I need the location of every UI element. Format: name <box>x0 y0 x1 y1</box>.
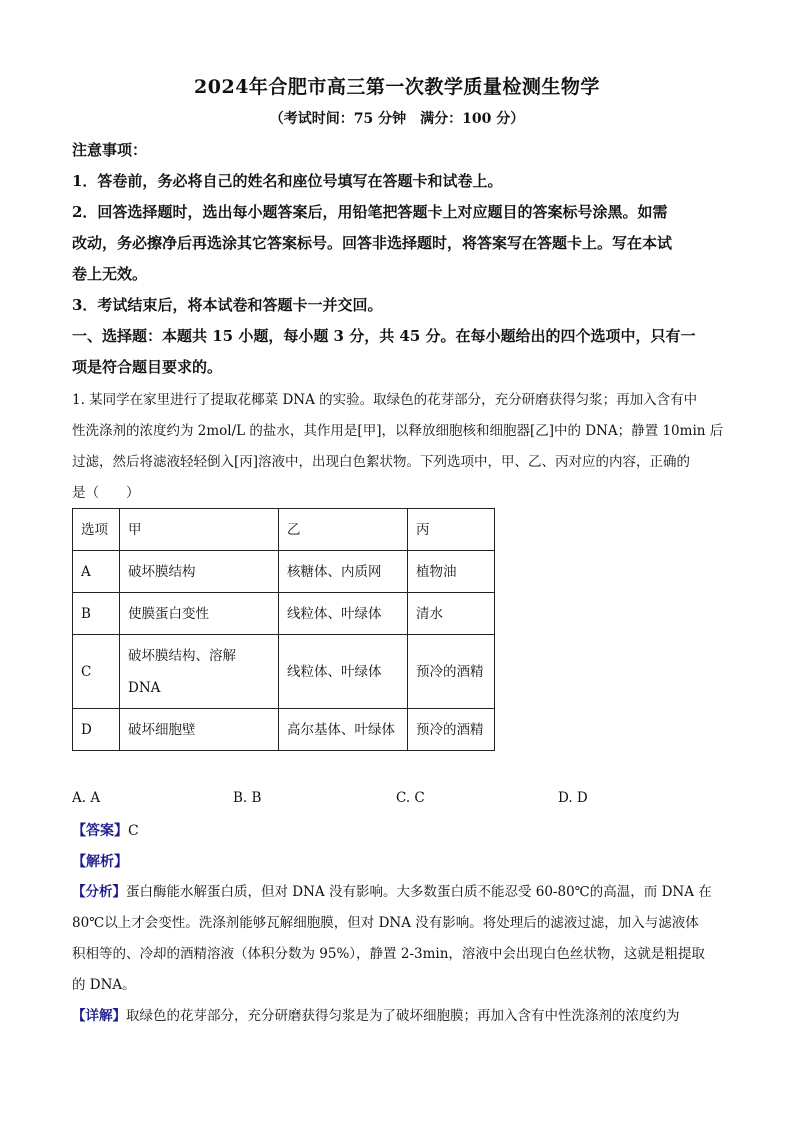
table-cell: 破坏细胞壁 <box>120 709 279 751</box>
notice-line-1: 1．答卷前，务必将自己的姓名和座位号填写在答题卡和试卷上。 <box>72 172 503 190</box>
table-row <box>73 593 495 635</box>
table-header-cell: 甲 <box>120 509 279 551</box>
notice-line-3: 改动，务必擦净后再选涂其它答案标号。回答非选择题时，将答案写在答题卡上。写在本试 <box>72 234 673 252</box>
table-cell: 破坏膜结构、溶解 DNA <box>120 635 279 709</box>
section-heading-line-2: 项是符合题目要求的。 <box>72 358 223 376</box>
table-row <box>73 635 495 709</box>
table-header-cell: 选项 <box>73 509 120 551</box>
table-header-row <box>73 509 495 551</box>
question-1-line-4: 是（ ） <box>72 485 140 501</box>
xiangjie-tag: 【详解】 <box>72 1008 126 1024</box>
fenxi-text: 蛋白酶能水解蛋白质，但对 DNA 没有影响。大多数蛋白质不能忍受 60-80℃的高温，而 DNA 在 <box>126 884 712 900</box>
choice-d: D. D <box>558 790 588 806</box>
exam-info: （考试时间：75 分钟 满分：100 分） <box>269 111 525 127</box>
table-header-cell: 乙 <box>279 509 408 551</box>
section-heading-line-1: 一、选择题：本题共 15 小题，每小题 3 分，共 45 分。在每小题给出的四个选项中，只有一 <box>72 327 696 345</box>
xiangjie-text: 取绿色的花芽部分，充分研磨获得匀浆是为了破坏细胞膜；再加入含有中性洗涤剂的浓度约为 <box>126 1008 680 1024</box>
table-row <box>73 709 495 751</box>
table-cell: B <box>73 593 120 635</box>
question-1-line-1: 1. 某同学在家里进行了提取花椰菜 DNA 的实验。取绿色的花芽部分，充分研磨获得匀浆；再加入含有中 <box>72 392 698 408</box>
table-cell: 使膜蛋白变性 <box>120 593 279 635</box>
table-cell: 线粒体、叶绿体 <box>279 635 408 709</box>
fenxi-line-2: 80℃以上才会变性。洗涤剂能够瓦解细胞膜，但对 DNA 没有影响。将处理后的滤液过滤，加入与滤液体 <box>72 915 699 931</box>
notice-heading: 注意事项： <box>72 141 148 159</box>
question-1-line-2: 性洗涤剂的浓度约为 2mol/L 的盐水，其作用是[甲]，以释放细胞核和细胞器[乙]中的 DNA；静置 10min 后 <box>72 423 724 439</box>
table-cell: 预冷的酒精 <box>408 709 495 751</box>
analysis-tag: 【解析】 <box>72 854 128 870</box>
notice-line-2: 2．回答选择题时，选出每小题答案后，用铅笔把答题卡上对应题目的答案标号涂黑。如需 <box>72 203 668 221</box>
table-cell: A <box>73 551 120 593</box>
answer-line <box>72 820 139 840</box>
analysis-line <box>72 851 128 871</box>
table-header-cell: 丙 <box>408 509 495 551</box>
question-1-line-3: 过滤，然后将滤液轻轻倒入[丙]溶液中，出现白色絮状物。下列选项中，甲、乙、丙对应的内容，正确的 <box>72 454 691 470</box>
table-cell: 植物油 <box>408 551 495 593</box>
fenxi-tag: 【分析】 <box>72 884 126 900</box>
choice-b: B. B <box>233 790 262 806</box>
table-row <box>73 551 495 593</box>
fenxi-line-4: 的 DNA。 <box>72 977 136 993</box>
notice-line-4: 卷上无效。 <box>72 265 148 283</box>
fenxi-line-3: 积相等的、冷却的酒精溶液（体积分数为 95%），静置 2-3min，溶液中会出现白色丝状物，这就是粗提取 <box>72 946 705 962</box>
table-cell: 核糖体、内质网 <box>279 551 408 593</box>
answer-value: C <box>128 823 139 839</box>
table-cell: D <box>73 709 120 751</box>
xiangjie-line-1 <box>72 1006 722 1026</box>
page-title: 2024年合肥市高三第一次教学质量检测生物学 <box>194 76 600 98</box>
table-cell: 预冷的酒精 <box>408 635 495 709</box>
table-cell: 清水 <box>408 593 495 635</box>
options-table <box>72 508 495 751</box>
table-cell: 高尔基体、叶绿体 <box>279 709 408 751</box>
table-cell: 破坏膜结构 <box>120 551 279 593</box>
fenxi-line-1 <box>72 882 722 902</box>
notice-line-5: 3．考试结束后，将本试卷和答题卡一并交回。 <box>72 296 383 314</box>
table-cell: 线粒体、叶绿体 <box>279 593 408 635</box>
choice-a: A. A <box>72 790 101 806</box>
choice-c: C. C <box>396 790 425 806</box>
table-cell: C <box>73 635 120 709</box>
answer-tag: 【答案】 <box>72 823 128 839</box>
